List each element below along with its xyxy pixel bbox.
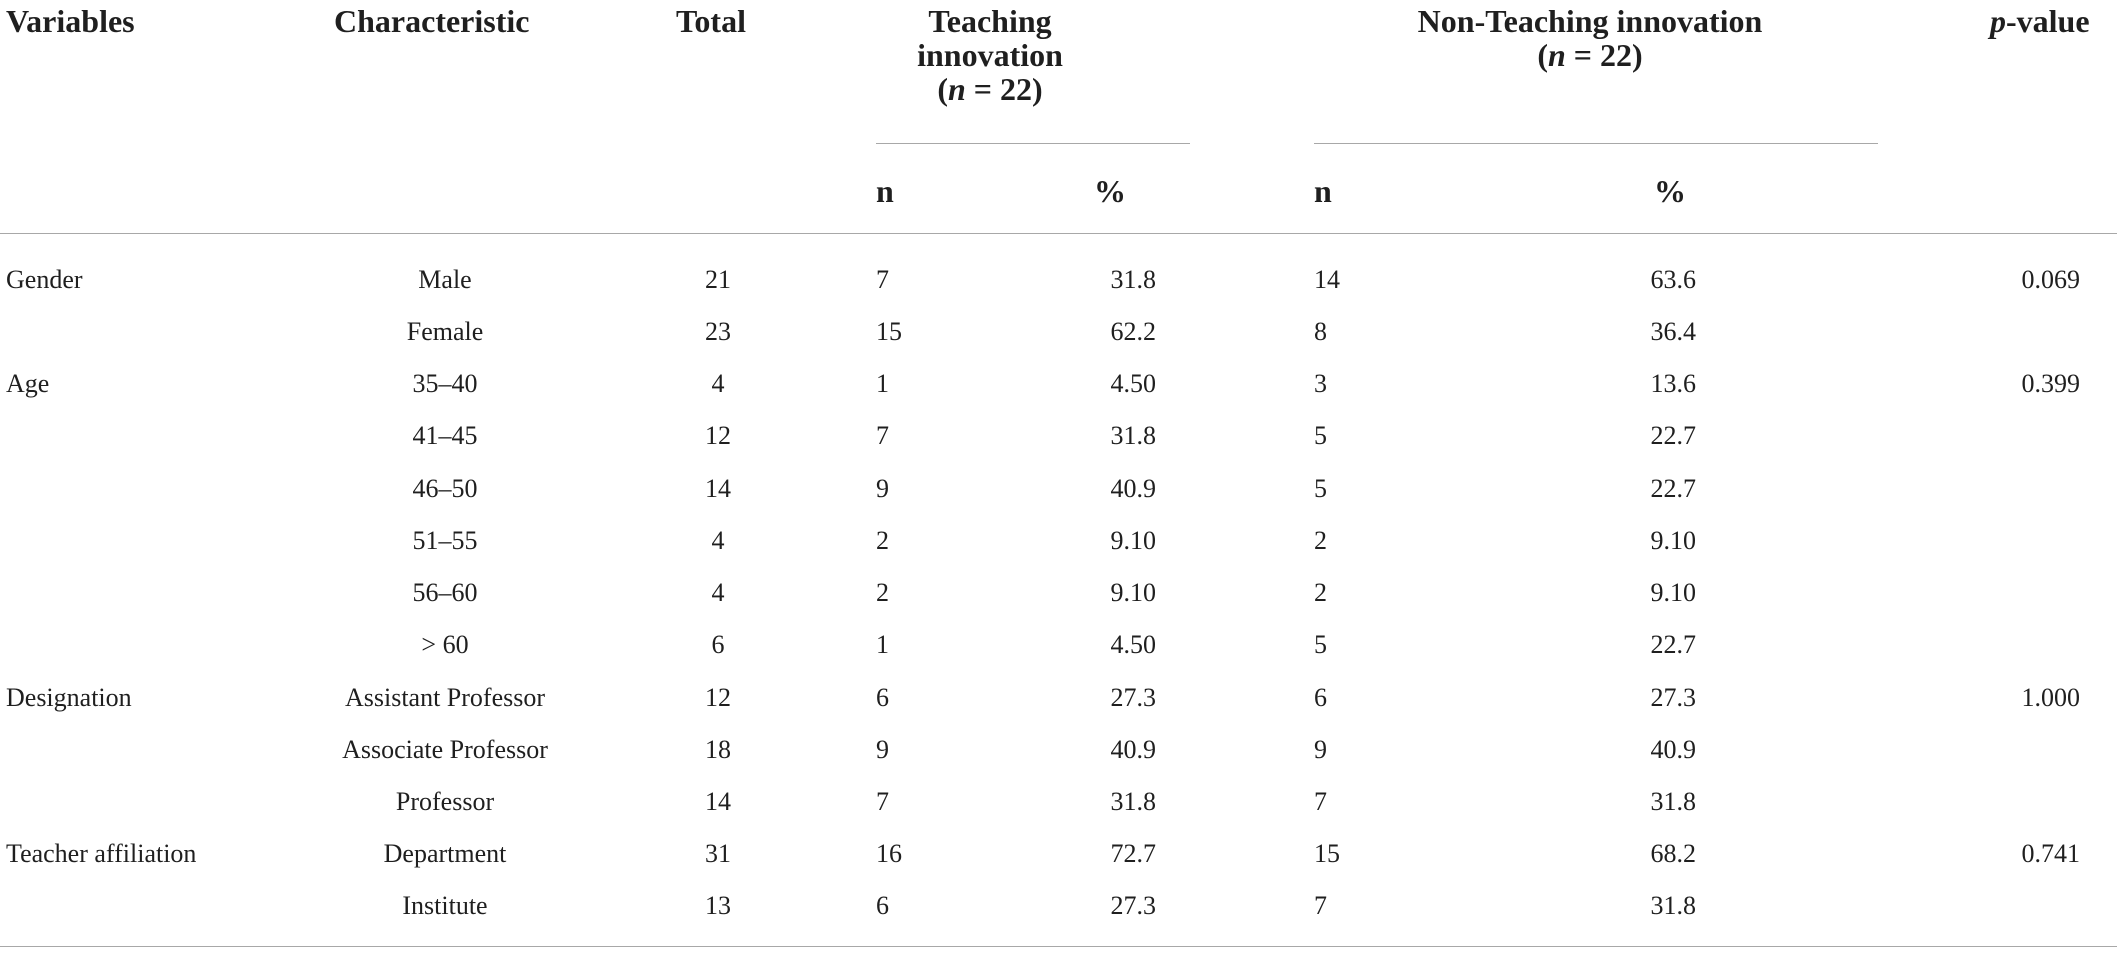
cell-p-value: 0.741: [2021, 839, 2080, 868]
cell-teaching-pct: 31.8: [1110, 421, 1156, 450]
cell-teaching-pct: 31.8: [1110, 265, 1156, 294]
cell-characteristic: > 60: [421, 630, 469, 659]
cell-characteristic: Male: [418, 265, 472, 294]
cell-total: 14: [705, 474, 731, 503]
cell-teaching-n: 15: [876, 317, 902, 346]
cell-teaching-pct: 72.7: [1110, 839, 1156, 868]
cell-teaching-pct: 27.3: [1110, 683, 1156, 712]
cell-teaching-pct: 31.8: [1110, 787, 1156, 816]
cell-total: 4: [711, 578, 725, 607]
teaching-group-rule: [876, 143, 1190, 144]
cell-nonteaching-pct: 9.10: [1650, 526, 1696, 555]
subheader-teaching-pct: %: [1094, 173, 1126, 209]
header-non-teaching-innovation: [1290, 4, 1890, 72]
header-teaching-line1: Teaching: [928, 3, 1052, 39]
cell-nonteaching-n: 7: [1314, 787, 1327, 816]
header-variables: Variables: [6, 3, 135, 39]
cell-nonteaching-n: 2: [1314, 578, 1327, 607]
cell-nonteaching-n: 5: [1314, 474, 1327, 503]
header-teaching-line2: innovation: [917, 37, 1063, 73]
cell-variable: Age: [6, 369, 50, 398]
cell-p-value: 1.000: [2021, 683, 2080, 712]
cell-characteristic: Institute: [402, 891, 488, 920]
subheader-nonteaching-n: n: [1314, 173, 1332, 209]
cell-total: 13: [705, 891, 731, 920]
subheader-nonteaching-pct: %: [1654, 173, 1686, 209]
table-bottom-rule: [0, 946, 2117, 947]
cell-nonteaching-n: 3: [1314, 369, 1327, 398]
cell-total: 6: [711, 630, 725, 659]
cell-nonteaching-pct: 22.7: [1650, 474, 1696, 503]
cell-nonteaching-n: 15: [1314, 839, 1340, 868]
cell-nonteaching-n: 5: [1314, 421, 1327, 450]
header-characteristic: Characteristic: [334, 3, 530, 39]
cell-characteristic: 46–50: [412, 474, 478, 503]
cell-variable: Gender: [6, 265, 83, 294]
cell-nonteaching-pct: 27.3: [1650, 683, 1696, 712]
cell-total: 21: [705, 265, 731, 294]
cell-nonteaching-pct: 13.6: [1650, 369, 1696, 398]
subheader-teaching-n: n: [876, 173, 894, 209]
header-nonteaching-line1: Non-Teaching innovation: [1417, 3, 1763, 39]
cell-nonteaching-n: 14: [1314, 265, 1340, 294]
cell-total: 12: [705, 421, 731, 450]
cell-teaching-n: 9: [876, 735, 889, 764]
header-nonteaching-count: (n = 22): [1537, 37, 1643, 73]
cell-nonteaching-pct: 31.8: [1650, 787, 1696, 816]
nonteaching-group-rule: [1314, 143, 1878, 144]
cell-nonteaching-n: 5: [1314, 630, 1327, 659]
cell-p-value: 0.399: [2021, 369, 2080, 398]
cell-total: 31: [705, 839, 731, 868]
cell-nonteaching-pct: 22.7: [1650, 421, 1696, 450]
cell-nonteaching-n: 7: [1314, 891, 1327, 920]
cell-characteristic: Associate Professor: [342, 735, 548, 764]
cell-nonteaching-n: 8: [1314, 317, 1327, 346]
cell-teaching-pct: 9.10: [1110, 578, 1156, 607]
cell-teaching-n: 2: [876, 578, 889, 607]
cell-p-value: 0.069: [2021, 265, 2080, 294]
cell-nonteaching-pct: 36.4: [1650, 317, 1696, 346]
cell-teaching-pct: 40.9: [1110, 474, 1156, 503]
cell-nonteaching-pct: 9.10: [1650, 578, 1696, 607]
cell-total: 23: [705, 317, 731, 346]
cell-characteristic: Department: [383, 839, 507, 868]
cell-teaching-pct: 40.9: [1110, 735, 1156, 764]
header-teaching-count: (n = 22): [937, 71, 1043, 107]
cell-nonteaching-pct: 63.6: [1650, 265, 1696, 294]
cell-characteristic: Professor: [395, 787, 495, 816]
cell-teaching-n: 1: [876, 369, 889, 398]
cell-teaching-n: 7: [876, 265, 889, 294]
cell-characteristic: 56–60: [412, 578, 478, 607]
cell-teaching-n: 7: [876, 787, 889, 816]
cell-teaching-pct: 4.50: [1110, 369, 1156, 398]
cell-variable: Teacher affiliation: [6, 839, 197, 868]
cell-teaching-n: 2: [876, 526, 889, 555]
cell-nonteaching-pct: 40.9: [1650, 735, 1696, 764]
cell-teaching-pct: 27.3: [1110, 891, 1156, 920]
cell-teaching-pct: 62.2: [1110, 317, 1156, 346]
cell-teaching-pct: 4.50: [1110, 630, 1156, 659]
cell-teaching-n: 6: [876, 683, 889, 712]
cell-total: 18: [705, 735, 731, 764]
cell-characteristic: Female: [406, 317, 484, 346]
cell-nonteaching-n: 2: [1314, 526, 1327, 555]
cell-teaching-n: 1: [876, 630, 889, 659]
cell-characteristic: 41–45: [412, 421, 478, 450]
cell-teaching-pct: 9.10: [1110, 526, 1156, 555]
header-bottom-rule: [0, 233, 2117, 234]
header-p-value: p-value: [1990, 3, 2090, 39]
cell-nonteaching-pct: 31.8: [1650, 891, 1696, 920]
cell-nonteaching-n: 9: [1314, 735, 1327, 764]
header-total: Total: [676, 3, 746, 39]
cell-variable: Designation: [6, 683, 132, 712]
cell-characteristic: 51–55: [412, 526, 478, 555]
cell-total: 12: [705, 683, 731, 712]
header-teaching-innovation: [840, 4, 1140, 106]
cell-teaching-n: 7: [876, 421, 889, 450]
cell-teaching-n: 16: [876, 839, 902, 868]
cell-nonteaching-n: 6: [1314, 683, 1327, 712]
cell-total: 4: [711, 369, 725, 398]
cell-characteristic: Assistant Professor: [344, 683, 546, 712]
cell-teaching-n: 9: [876, 474, 889, 503]
cell-teaching-n: 6: [876, 891, 889, 920]
cell-nonteaching-pct: 22.7: [1650, 630, 1696, 659]
cell-characteristic: 35–40: [412, 369, 478, 398]
cell-total: 14: [705, 787, 731, 816]
cell-nonteaching-pct: 68.2: [1650, 839, 1696, 868]
cell-total: 4: [711, 526, 725, 555]
